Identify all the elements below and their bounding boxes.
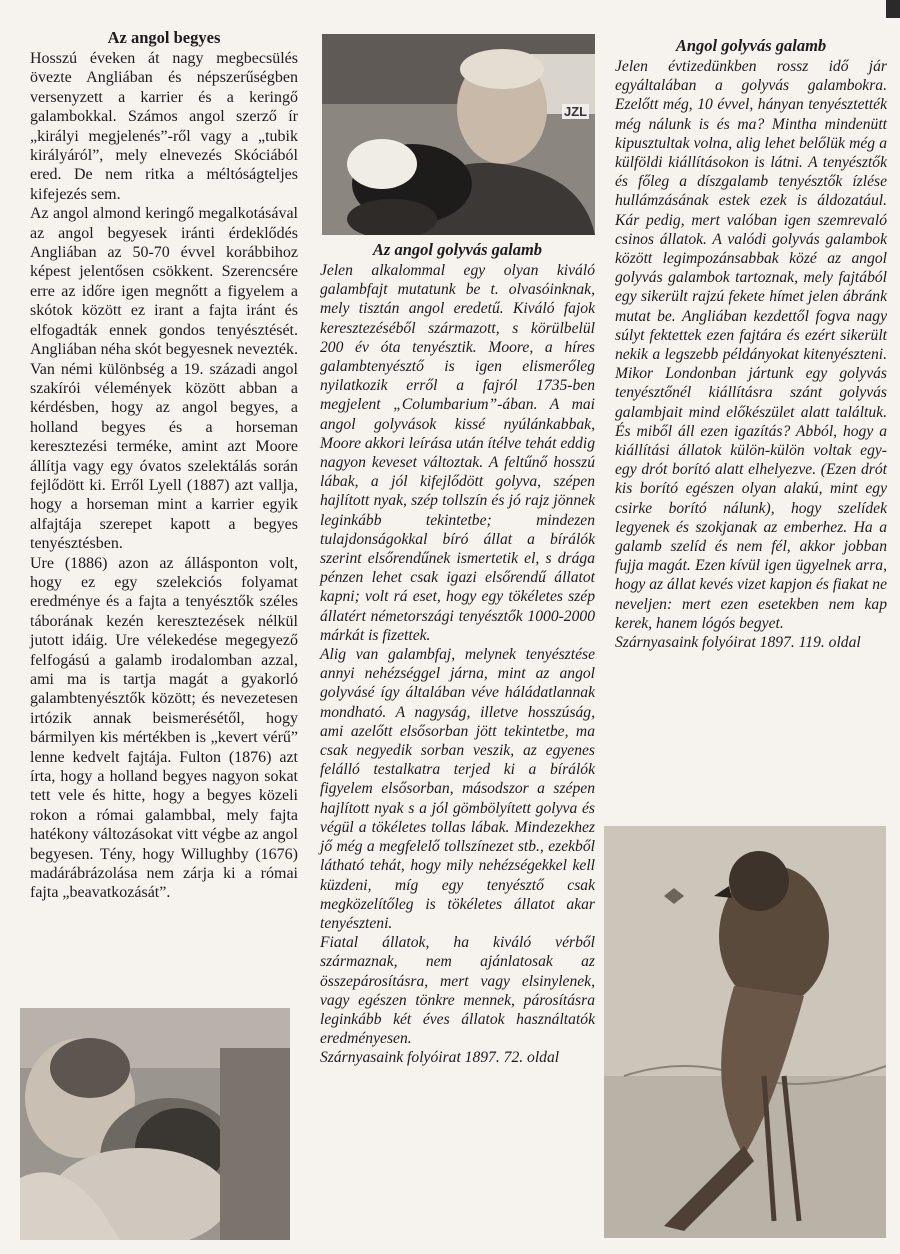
paragraph: Ure (1886) azon az állásponton volt, hogy ez egy szelekciós folyamat eredménye és a fajta a tenyésztők széles táborának kezén keresztezések nélkül jutott idáig. Ure vélekedése megegyező felfogású a galamb irodalomban azzal, ami ma is tartja magát a gyakorló galambtenyésztők között; és nevezetesen irtózik annak beismerésétől, hogy bármilyen kis mértékben is „kevert vérű” lenne kedvelt fajtája. Fulton (1876) azt írta, hogy a holland begyes nagyon sokat tett vele és hitte, hogy a begyes közeli rokon a római galambbal, mely fajta hatékony változásokat vitt végbe az angol begyesen. Tény, hogy Willughby (1676) madárábrázolása nem zárja ki a római fajta „beavatkozását”. <box>30 554 298 902</box>
photo-man-with-pigeon <box>322 34 595 235</box>
pouter-pigeon-drawing <box>604 826 886 1238</box>
paragraph: Alig van galambfaj, melynek tenyésztése annyi nehézséggel járna, mint az angol golyvásé így általában véve háládatlannak mondható. A nagyság, illetve hosszúság, ami azelőtt elsősorban jött tekintetbe, ma csak negyedik sorban veszik, az egyenes felálló testalkatra terjed ki a bírálók figyelem elsősorban, másodszor a szépen hajlított nyak s a jól gömbölyített golyva és végül a tökéletes tollas lábak. Mindezekhez jő még a megfelelő tollszínezet stb., ezekből látható tehát, hogy mily nehézségekkel kell küzdeni, míg egy tenyésztő csak megközelítőleg is tökéletes állatot akar tenyészteni. <box>320 646 595 932</box>
column-angol-golyvas-galamb <box>320 240 595 1068</box>
photo-person-with-pigeon <box>20 1008 290 1240</box>
photo-man-with-pigeon-image <box>322 34 595 235</box>
paragraph: Jelen évtizedünkben rossz idő jár egyáltalában a golyvás galambokra. Ezelőtt még, 10 évvel, hányan tenyésztették még nálunk is és ma? Mintha mindenütt kipusztultak volna, alig lehet belőlük még a külföldi kiállításokon is látni. A tenyésztők és főleg a díszgalamb tenyésztők ízlése hullámzásának estek ezek is áldozatául. Kár pedig, mert valóban igen szemrevaló csinos állatok. A valódi golyvás galambok között legimpozánsabbak közé az angol golyvás galambok tartoznak, mely fajtából egy sikerült rajzú fekete hímet jelen ábránk mutat be. Angliában kezdettől fogva nagy súlyt fektettek ezen fajtára és ezért sikerült nekik a legszebb példányokat kitenyészteni. Mikor Londonban jártunk egy golyvás tenyésztőnél kiállításra szánt golyvás galambjait mind előkészület alatt találtuk. És miből áll ezen igazítás? Abból, hogy a kiállítási állatok külön-külön voltak egy-egy drót borító alatt elhelyezve. (Ezen drót kis borító egészen olyan alakú, mint egy csirke borító nálunk), hogy szelídek legyenek és szokjanak az emberhez. Ha a galamb szelíd és nem fél, akkor jobban fujja magát. Ezen kívül igen ügyelnek arra, hogy az állat kevés vizet kapjon és fiakat ne neveljen: mert ezen esetekben nem kap kerek, hanem lógós begyet. <box>615 58 887 632</box>
article-title: Az angol begyes <box>107 28 221 47</box>
paragraph: Jelen alkalommal egy olyan kiváló galambfajt mutatunk be t. olvasóinknak, mely tisztán angol eredetű. Kiváló fajok keresztezéséből származott, s körülbelül 200 év óta tenyésztik. Moore, a híres galambtenyésztő is igen elismerőleg nyilatkozik erről a fajról 1735-ben megjelent „Columbarium”-ában. A mai angol golyvások kissé nyúlánkabbak, Moore akkori leírása után ítélve tehát eddig nagyon keveset változtak. A feltűnő hosszú lábak, a jól kifejlődött golyva, szépen hajlított nyak, szép tollszín és jó rajz jönnek leginkább tekintetbe; mindezen tulajdonságokkal bíró állat a bírálók szerint elsőrendűnek ismertetik el, s drága pénzen lehet csak igazi elsőrendű állatot kapni; volt rá eset, hogy egy tökéletes szép állatért németországi tenyésztők 1000-2000 márkát is fizettek. <box>320 262 595 644</box>
article-body <box>320 261 595 1068</box>
source-citation: Szárnyasaink folyóirat 1897. 119. oldal <box>615 634 861 652</box>
column-angol-begyes <box>30 28 298 903</box>
photo-person-with-pigeon-image <box>20 1008 290 1240</box>
article-body <box>615 57 887 652</box>
column-angol-golyvas-galamb-2 <box>615 36 887 652</box>
article-body <box>30 49 298 903</box>
article-title: Az angol golyvás galamb <box>372 240 543 259</box>
paragraph: Az angol almond keringő megalkotásával az angol begyesek iránti érdeklődés Angliában az 50-70 évvel korábbihoz képest jelentősen csökkent. Szerencsére erre az időre igen megnőtt a figyelem a skótok között ez irant a fajta iránt és elfogadták ennek gondos tenyésztését. Angliában néha skót begyesnek nevezték. Van némi különbség a 19. századi angol szakírói vélemények között abban a kérdésben, hogy az angol begyes, a holland begyes és a horseman keresztezési terméke, amint azt Moore állítja vagy egy óvatos szelektálás során fejlődött ki. Erről Lyell (1887) azt vallja, hogy a horseman mint a karrier egyik alfajtája szerepet kapott a begyes tenyésztésben. <box>30 205 298 553</box>
paragraph: Fiatal állatok, ha kiváló vérből származnak, nem ajánlatosak az összepárosításra, mert vagy elsinylenek, vagy egészen tönkre mennek, párosításra leginkább két éves állatok használtatók eredményesen. <box>320 934 595 1048</box>
illustration-pouter-pigeon <box>604 826 886 1238</box>
paragraph: Hosszú éveken át nagy megbecsülés övezte Angliában és népszerűségben versenyzett a karrier és a keringő galambokkal. Számos angol szerző ír „királyi megjelenés”-ről vagy a „tubik királyáról”, mely elnevezés Skóciából ered. De nem ritka a méltóságteljes kifejezés sem. <box>30 50 298 203</box>
scan-corner-mark <box>886 0 900 18</box>
license-plate-text: JZL <box>564 104 588 119</box>
source-citation: Szárnyasaink folyóirat 1897. 72. oldal <box>320 1049 560 1067</box>
article-title: Angol golyvás galamb <box>675 36 827 55</box>
